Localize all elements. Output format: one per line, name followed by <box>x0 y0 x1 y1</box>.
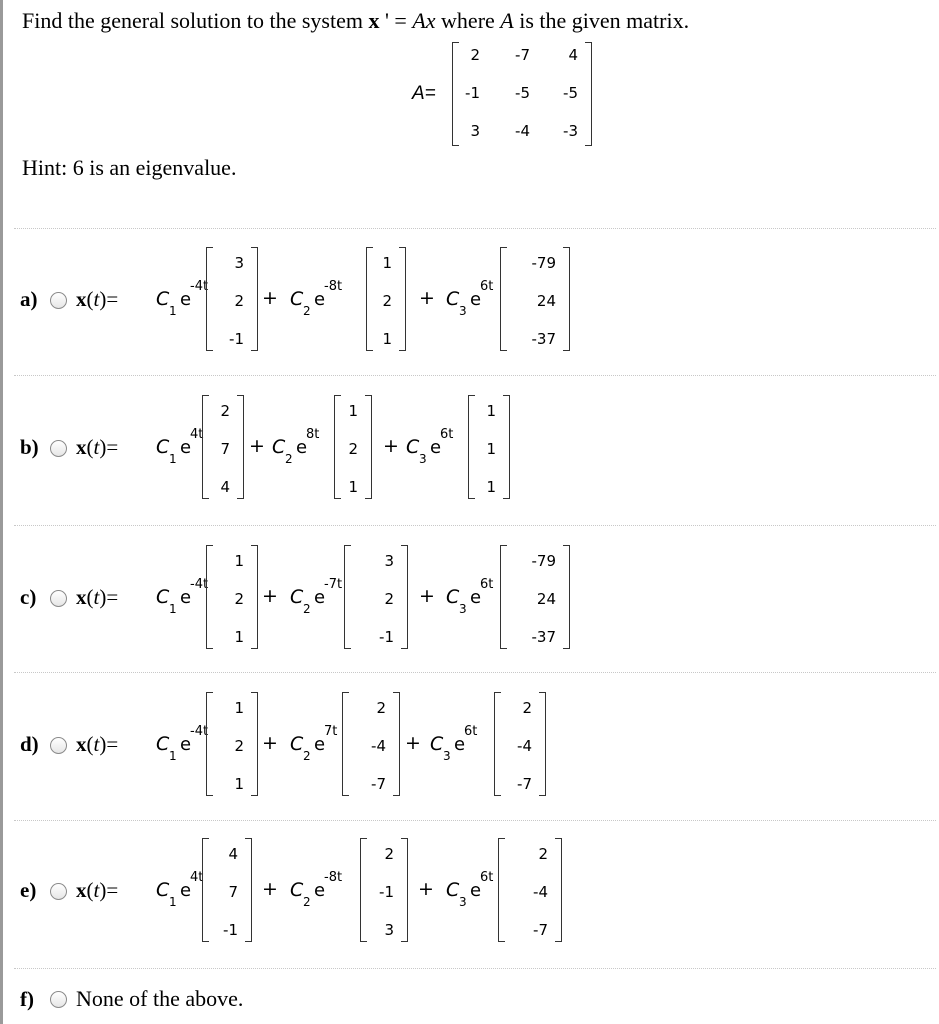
option-e[interactable] <box>0 838 939 942</box>
vector-entry: 4 <box>220 478 230 496</box>
vector-entry: 1 <box>486 402 496 420</box>
vector-entry: -4 <box>533 883 548 901</box>
coefficient-subscript: 3 <box>459 304 467 318</box>
radio-button[interactable] <box>50 292 67 309</box>
coefficient-c2: C <box>290 288 304 310</box>
exp-base: e <box>454 734 466 755</box>
right-bracket <box>539 692 546 796</box>
vector-entry: -79 <box>531 552 556 570</box>
coefficient-c2: C <box>272 436 286 458</box>
matrix-a-brackets <box>452 42 592 146</box>
radio-button[interactable] <box>50 883 67 900</box>
vector-entry: 2 <box>348 440 358 458</box>
vector-entry: 7 <box>220 440 230 458</box>
exponent: -4t <box>190 577 209 592</box>
vector-entry: -4 <box>517 737 532 755</box>
left-bracket <box>366 247 373 351</box>
exp-base: e <box>180 437 192 458</box>
right-bracket <box>393 692 400 796</box>
plus-sign: + <box>419 585 435 607</box>
matrix-cell: 3 <box>470 122 480 140</box>
coefficient-subscript: 2 <box>303 602 311 616</box>
exp-base: e <box>180 880 192 901</box>
exponent: 6t <box>440 427 454 442</box>
right-bracket <box>251 545 258 649</box>
right-bracket <box>563 545 570 649</box>
vector-entry: 1 <box>382 254 392 272</box>
solution-lhs: x(t)= <box>76 878 119 902</box>
vector-3 <box>498 838 562 942</box>
right-bracket <box>401 545 408 649</box>
vector-entry: -79 <box>531 254 556 272</box>
left-bracket <box>206 247 213 351</box>
matrix-cell: -4 <box>515 122 530 140</box>
option-f-text: None of the above. <box>76 986 244 1011</box>
vector-3 <box>494 692 546 796</box>
matrix-a-label: A= <box>412 83 436 104</box>
vector-entry: 2 <box>522 699 532 717</box>
coefficient-c1: C <box>156 879 170 901</box>
vector-entry: 1 <box>486 478 496 496</box>
vector-entry: 1 <box>234 552 244 570</box>
exponent: 6t <box>480 870 494 885</box>
vector-entry: -7 <box>533 921 548 939</box>
radio-button[interactable] <box>50 737 67 754</box>
divider <box>14 672 936 673</box>
right-bracket <box>563 247 570 351</box>
coefficient-c3: C <box>430 733 444 755</box>
vector-entry: 1 <box>234 699 244 717</box>
right-bracket <box>251 692 258 796</box>
exp-base: e <box>180 734 192 755</box>
hint-text: Hint: 6 is an eigenvalue. <box>22 155 237 180</box>
option-letter: f) <box>20 987 34 1011</box>
exponent: -7t <box>324 577 343 592</box>
question-text: Find the general solution to the system x ' = Ax where A is the given matrix. <box>22 8 690 33</box>
coefficient-subscript: 3 <box>459 602 467 616</box>
left-bracket <box>342 692 349 796</box>
divider <box>14 375 936 376</box>
coefficient-subscript: 1 <box>169 304 177 318</box>
vector-entry: 7 <box>228 883 238 901</box>
exponent: 6t <box>464 724 478 739</box>
left-bracket <box>360 838 367 942</box>
option-c[interactable] <box>0 545 939 649</box>
plus-sign: + <box>262 878 278 900</box>
vector-entry: 2 <box>376 699 386 717</box>
plus-sign: + <box>262 585 278 607</box>
divider <box>14 820 936 821</box>
solution-lhs: x(t)= <box>76 585 119 609</box>
exponent: 4t <box>190 870 204 885</box>
matrix-cell: 4 <box>568 46 578 64</box>
exponent: -4t <box>190 724 209 739</box>
vector-2 <box>366 247 406 351</box>
coefficient-c1: C <box>156 288 170 310</box>
right-bracket <box>555 838 562 942</box>
left-bracket <box>334 395 341 499</box>
vector-entry: -1 <box>379 883 394 901</box>
vector-entry: 2 <box>234 292 244 310</box>
plus-sign: + <box>249 435 265 457</box>
exp-base: e <box>470 880 482 901</box>
left-bracket <box>206 545 213 649</box>
coefficient-c3: C <box>446 879 460 901</box>
left-bracket <box>206 692 213 796</box>
exponent: 7t <box>324 724 338 739</box>
option-letter: d) <box>20 732 39 756</box>
exponent: -4t <box>190 279 209 294</box>
plus-sign: + <box>262 732 278 754</box>
coefficient-c1: C <box>156 733 170 755</box>
coefficient-subscript: 3 <box>419 452 427 466</box>
vector-entry: 2 <box>538 845 548 863</box>
vector-entry: 3 <box>384 921 394 939</box>
coefficient-subscript: 1 <box>169 895 177 909</box>
coefficient-c2: C <box>290 879 304 901</box>
exp-base: e <box>296 437 308 458</box>
coefficient-subscript: 3 <box>459 895 467 909</box>
vector-entry: -1 <box>379 628 394 646</box>
exp-base: e <box>430 437 442 458</box>
vector-2 <box>342 692 400 796</box>
right-bracket <box>251 247 258 351</box>
vector-entry: -4 <box>371 737 386 755</box>
right-bracket <box>365 395 372 499</box>
solution-lhs: x(t)= <box>76 435 119 459</box>
left-bracket <box>202 838 209 942</box>
vector-entry: 2 <box>382 292 392 310</box>
right-bracket <box>401 838 408 942</box>
divider <box>14 968 936 969</box>
left-bracket <box>344 545 351 649</box>
matrix-cell: -5 <box>563 84 578 102</box>
option-letter: e) <box>20 878 37 902</box>
vector-entry: 2 <box>384 590 394 608</box>
matrix-cell: -3 <box>563 122 578 140</box>
exponent: -8t <box>324 279 343 294</box>
option-letter: b) <box>20 435 39 459</box>
plus-sign: + <box>419 287 435 309</box>
divider <box>14 525 936 526</box>
right-bracket <box>245 838 252 942</box>
left-bracket <box>494 692 501 796</box>
coefficient-subscript: 2 <box>303 749 311 763</box>
exp-base: e <box>180 289 192 310</box>
vector-entry: 4 <box>228 845 238 863</box>
coefficient-subscript: 1 <box>169 602 177 616</box>
matrix-cell: -1 <box>465 84 480 102</box>
exponent: -8t <box>324 870 343 885</box>
vector-entry: -37 <box>531 628 556 646</box>
vector-entry: 3 <box>384 552 394 570</box>
coefficient-c3: C <box>446 586 460 608</box>
radio-button[interactable] <box>50 440 67 457</box>
coefficient-c1: C <box>156 586 170 608</box>
radio-button[interactable] <box>50 590 67 607</box>
right-bracket <box>237 395 244 499</box>
exponent: 8t <box>306 427 320 442</box>
right-bracket <box>503 395 510 499</box>
vector-entry: 1 <box>234 628 244 646</box>
vector-entry: 2 <box>234 590 244 608</box>
exp-base: e <box>314 587 326 608</box>
vector-entry: 1 <box>234 775 244 793</box>
option-a[interactable] <box>0 247 939 351</box>
vector-entry: -37 <box>531 330 556 348</box>
left-bracket <box>498 838 505 942</box>
vector-entry: 2 <box>384 845 394 863</box>
vector-entry: 2 <box>234 737 244 755</box>
vector-1 <box>202 838 252 942</box>
vector-3 <box>468 395 510 499</box>
coefficient-subscript: 2 <box>303 304 311 318</box>
vector-1 <box>202 395 244 499</box>
vector-entry: 1 <box>348 402 358 420</box>
coefficient-subscript: 1 <box>169 452 177 466</box>
vector-entry: 24 <box>536 590 556 608</box>
coefficient-subscript: 2 <box>285 452 293 466</box>
right-bracket <box>399 247 406 351</box>
vector-1 <box>206 692 258 796</box>
option-letter: a) <box>20 287 38 311</box>
option-letter: c) <box>20 585 37 609</box>
coefficient-subscript: 3 <box>443 749 451 763</box>
vector-entry: 1 <box>348 478 358 496</box>
exponent: 6t <box>480 279 494 294</box>
left-bracket <box>500 247 507 351</box>
exp-base: e <box>470 587 482 608</box>
matrix-cell: -5 <box>515 84 530 102</box>
option-b[interactable] <box>0 395 939 499</box>
left-bracket <box>452 42 459 146</box>
coefficient-subscript: 2 <box>303 895 311 909</box>
vector-entry: 3 <box>234 254 244 272</box>
coefficient-subscript: 1 <box>169 749 177 763</box>
coefficient-c2: C <box>290 586 304 608</box>
radio-button[interactable] <box>50 991 67 1008</box>
left-bracket <box>202 395 209 499</box>
matrix-cell: -7 <box>515 46 530 64</box>
left-bracket <box>468 395 475 499</box>
coefficient-c2: C <box>290 733 304 755</box>
left-bracket <box>500 545 507 649</box>
vector-1 <box>206 545 258 649</box>
vector-3 <box>500 545 570 649</box>
solution-lhs: x(t)= <box>76 732 119 756</box>
option-d[interactable] <box>0 692 939 796</box>
vector-entry: 2 <box>220 402 230 420</box>
vector-3 <box>500 247 570 351</box>
exp-base: e <box>314 880 326 901</box>
matrix-cell: 2 <box>470 46 480 64</box>
vector-2 <box>360 838 408 942</box>
right-bracket <box>585 42 592 146</box>
coefficient-c1: C <box>156 436 170 458</box>
vector-entry: -1 <box>223 921 238 939</box>
vector-entry: 24 <box>536 292 556 310</box>
plus-sign: + <box>383 435 399 457</box>
solution-lhs: x(t)= <box>76 287 119 311</box>
exponent: 4t <box>190 427 204 442</box>
plus-sign: + <box>405 732 421 754</box>
vector-2 <box>334 395 372 499</box>
plus-sign: + <box>262 287 278 309</box>
vector-2 <box>344 545 408 649</box>
vector-entry: -7 <box>517 775 532 793</box>
vector-entry: 1 <box>486 440 496 458</box>
exp-base: e <box>314 289 326 310</box>
vector-1 <box>206 247 258 351</box>
vector-entry: -1 <box>229 330 244 348</box>
vector-entry: 1 <box>382 330 392 348</box>
exponent: 6t <box>480 577 494 592</box>
exp-base: e <box>314 734 326 755</box>
plus-sign: + <box>418 878 434 900</box>
divider <box>14 228 936 229</box>
coefficient-c3: C <box>446 288 460 310</box>
exp-base: e <box>470 289 482 310</box>
vector-entry: -7 <box>371 775 386 793</box>
exp-base: e <box>180 587 192 608</box>
coefficient-c3: C <box>406 436 420 458</box>
